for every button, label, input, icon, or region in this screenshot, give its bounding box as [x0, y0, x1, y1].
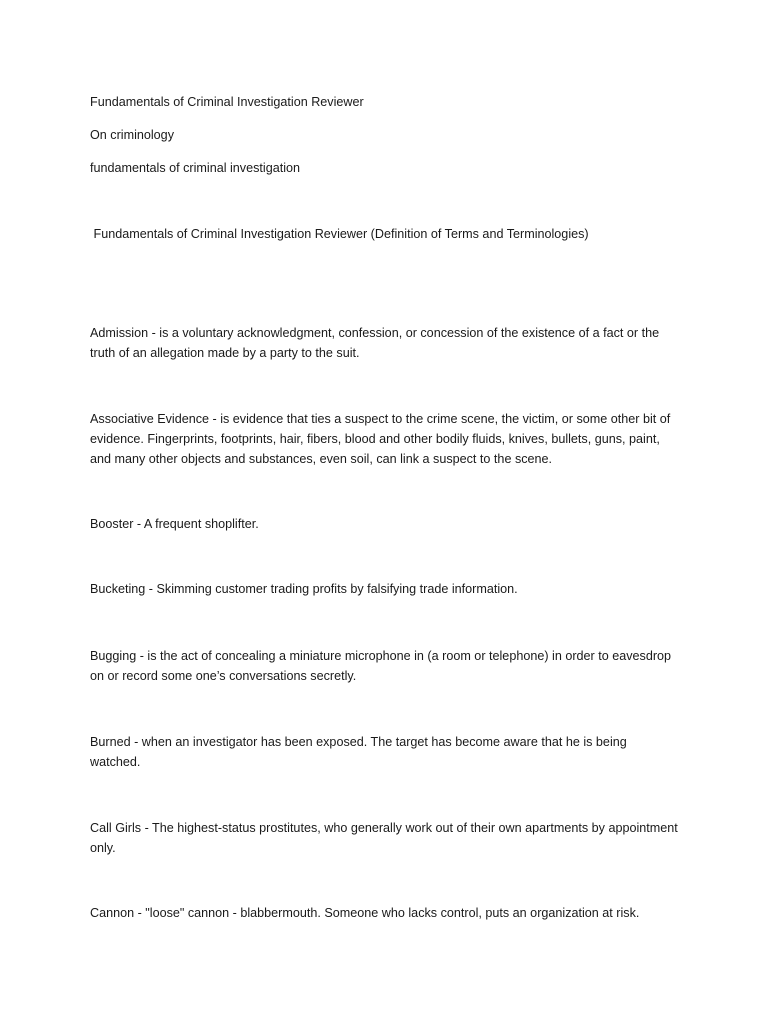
term-bucketing: Bucketing - Skimming customer trading profits by falsifying trade information. — [90, 582, 518, 596]
term-admission: Admission - is a voluntary acknowledgment, confession, or concession of the existence of a fact or the truth of an allegation made by a party to the suit. — [90, 326, 660, 360]
document-tag: fundamentals of criminal investigation — [90, 161, 301, 175]
term-call-girls: Call Girls - The highest-status prostitutes, who generally work out of their own apartments by appointment only. — [90, 821, 678, 855]
document-category: On criminology — [90, 128, 174, 142]
term-booster: Booster - A frequent shoplifter. — [90, 517, 259, 531]
term-associative-evidence: Associative Evidence - is evidence that ties a suspect to the crime scene, the victim, or some other bit of evidence. Fingerprints, footprints, hair, fibers, blood and other bodily fluids, knives, bullets, guns, paint, and many other objects and substances, even soil, can link a suspect to the scene. — [90, 412, 671, 466]
term-cannon: Cannon - "loose" cannon - blabbermouth. Someone who lacks control, puts an organization at risk. — [90, 906, 640, 920]
term-bugging: Bugging - is the act of concealing a miniature microphone in (a room or telephone) in order to eavesdrop on or record some one’s conversations secretly. — [90, 649, 672, 683]
document-title: Fundamentals of Criminal Investigation Reviewer — [90, 95, 364, 109]
section-heading: Fundamentals of Criminal Investigation Reviewer (Definition of Terms and Terminologies) — [90, 227, 589, 241]
term-burned: Burned - when an investigator has been exposed. The target has become aware that he is being watched. — [90, 735, 627, 769]
